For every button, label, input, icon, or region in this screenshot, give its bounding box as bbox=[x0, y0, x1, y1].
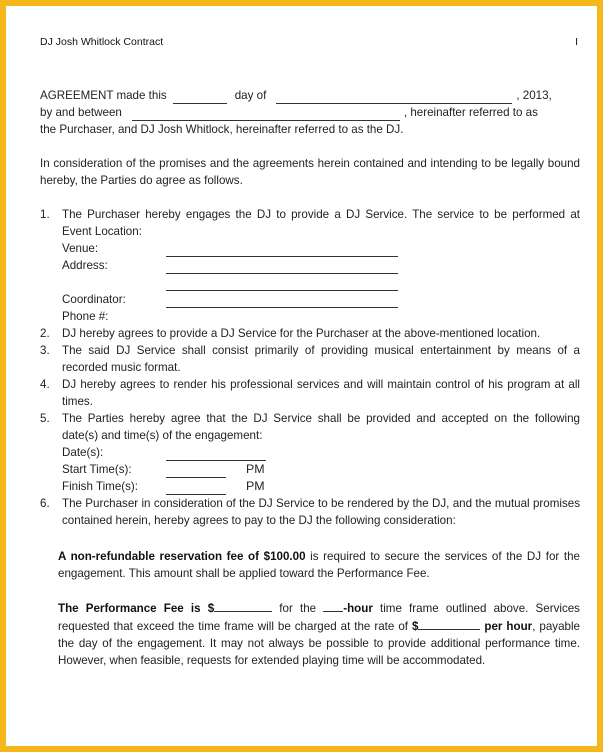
coordinator-field bbox=[62, 291, 580, 308]
reservation-fee-bold: A non-refundable reservation fee of $100.00 bbox=[58, 550, 306, 563]
clause-text: The said DJ Service shall consist primarily of providing musical entertainment by means of a recorded music format. bbox=[62, 344, 580, 374]
address-blank-2[interactable] bbox=[166, 278, 398, 291]
clause-text: The Purchaser hereby engages the DJ to provide a DJ Service. The service to be performed at Event Location: bbox=[62, 208, 580, 238]
venue-label: Venue: bbox=[62, 242, 99, 255]
reservation-fee-text: is required to secure the services of the DJ for the engagement. This amount shall be applied toward the Performance Fee. bbox=[58, 550, 580, 580]
clause-4 bbox=[40, 376, 580, 410]
address-blank[interactable] bbox=[166, 261, 398, 274]
year-label: , 2013, bbox=[516, 89, 552, 102]
hours-blank[interactable] bbox=[323, 599, 343, 612]
clause-6 bbox=[40, 495, 580, 529]
hereinafter-dj: the Purchaser, and DJ Josh Whitlock, hereinafter referred to as the DJ. bbox=[40, 123, 404, 136]
performance-fee-for: for the bbox=[272, 602, 324, 615]
start-time-field bbox=[62, 461, 580, 478]
address-label: Address: bbox=[62, 259, 108, 272]
clause-number: 4. bbox=[40, 378, 50, 391]
phone-label: Phone #: bbox=[62, 310, 109, 323]
clause-text: DJ hereby agrees to render his professional services and will maintain control of his program at all times. bbox=[62, 378, 580, 408]
consideration-paragraph: In consideration of the promises and the agreements herein contained and intending to be legally bound hereby, the Parties do agree as follows. bbox=[40, 157, 580, 187]
start-time-blank[interactable] bbox=[166, 465, 226, 478]
performance-fee-text-2: , payable the day of the engagement. It may not always be possible to provide additional performance time. However, when feasible, requests for extended playing time will be accommodated. bbox=[58, 620, 580, 667]
agreement-intro bbox=[40, 87, 580, 138]
per-hour-label: per hour bbox=[480, 620, 533, 633]
performance-fee-text-1: time frame outlined above. Services requested that exceed the time frame will be charged at the rate of bbox=[58, 602, 580, 633]
hour-label: -hour bbox=[343, 602, 373, 615]
address-field bbox=[62, 257, 580, 274]
venue-field bbox=[62, 240, 580, 257]
start-pm-label: PM bbox=[246, 462, 265, 476]
performance-fee-paragraph bbox=[58, 599, 580, 669]
finish-time-label: Finish Time(s): bbox=[62, 480, 139, 493]
performance-fee-blank[interactable] bbox=[214, 599, 272, 612]
coordinator-blank[interactable] bbox=[166, 295, 398, 308]
clause-text: DJ hereby agrees to provide a DJ Service for the Purchaser at the above-mentioned location. bbox=[62, 327, 541, 340]
clause-text: The Purchaser in consideration of the DJ Service to be rendered by the DJ, and the mutual promises contained herein, hereby agrees to pay to the DJ the following consideration: bbox=[62, 497, 580, 527]
clause-number: 3. bbox=[40, 344, 50, 357]
start-time-label: Start Time(s): bbox=[62, 463, 132, 476]
clause-number: 5. bbox=[40, 412, 50, 425]
finish-time-field bbox=[62, 478, 580, 495]
document-page bbox=[40, 34, 580, 669]
address-field-2 bbox=[62, 274, 580, 291]
performance-fee-label: The Performance Fee is $ bbox=[58, 602, 215, 615]
month-blank[interactable] bbox=[276, 91, 512, 104]
document-title: DJ Josh Whitlock Contract bbox=[40, 36, 164, 48]
date-blank[interactable] bbox=[166, 448, 266, 461]
date-label: Date(s): bbox=[62, 446, 104, 459]
agreement-made-this: AGREEMENT made this bbox=[40, 89, 167, 102]
venue-blank[interactable] bbox=[166, 244, 398, 257]
date-field bbox=[62, 444, 580, 461]
clause-3 bbox=[40, 342, 580, 376]
clause-number: 2. bbox=[40, 327, 50, 340]
clause-number: 1. bbox=[40, 208, 50, 221]
clause-1 bbox=[40, 206, 580, 240]
finish-time-blank[interactable] bbox=[166, 482, 226, 495]
day-blank[interactable] bbox=[173, 91, 227, 104]
clause-number: 6. bbox=[40, 497, 50, 510]
clause-5 bbox=[40, 410, 580, 444]
by-and-between-label: by and between bbox=[40, 106, 122, 119]
clause-text: The Parties hereby agree that the DJ Service shall be provided and accepted on the following date(s) and time(s) of the engagement: bbox=[62, 412, 580, 442]
document-header bbox=[40, 34, 580, 54]
rate-dollar: $ bbox=[411, 620, 419, 633]
rate-blank[interactable] bbox=[418, 617, 480, 630]
day-of-label: day of bbox=[234, 89, 267, 102]
hereinafter-purchaser: , hereinafter referred to as bbox=[403, 106, 538, 119]
purchaser-name-blank[interactable] bbox=[132, 108, 400, 121]
page-number: I bbox=[575, 36, 578, 48]
phone-field bbox=[62, 308, 580, 325]
clause-2 bbox=[40, 325, 580, 342]
finish-pm-label: PM bbox=[246, 479, 265, 493]
coordinator-label: Coordinator: bbox=[62, 293, 126, 306]
reservation-fee-paragraph bbox=[58, 548, 580, 582]
